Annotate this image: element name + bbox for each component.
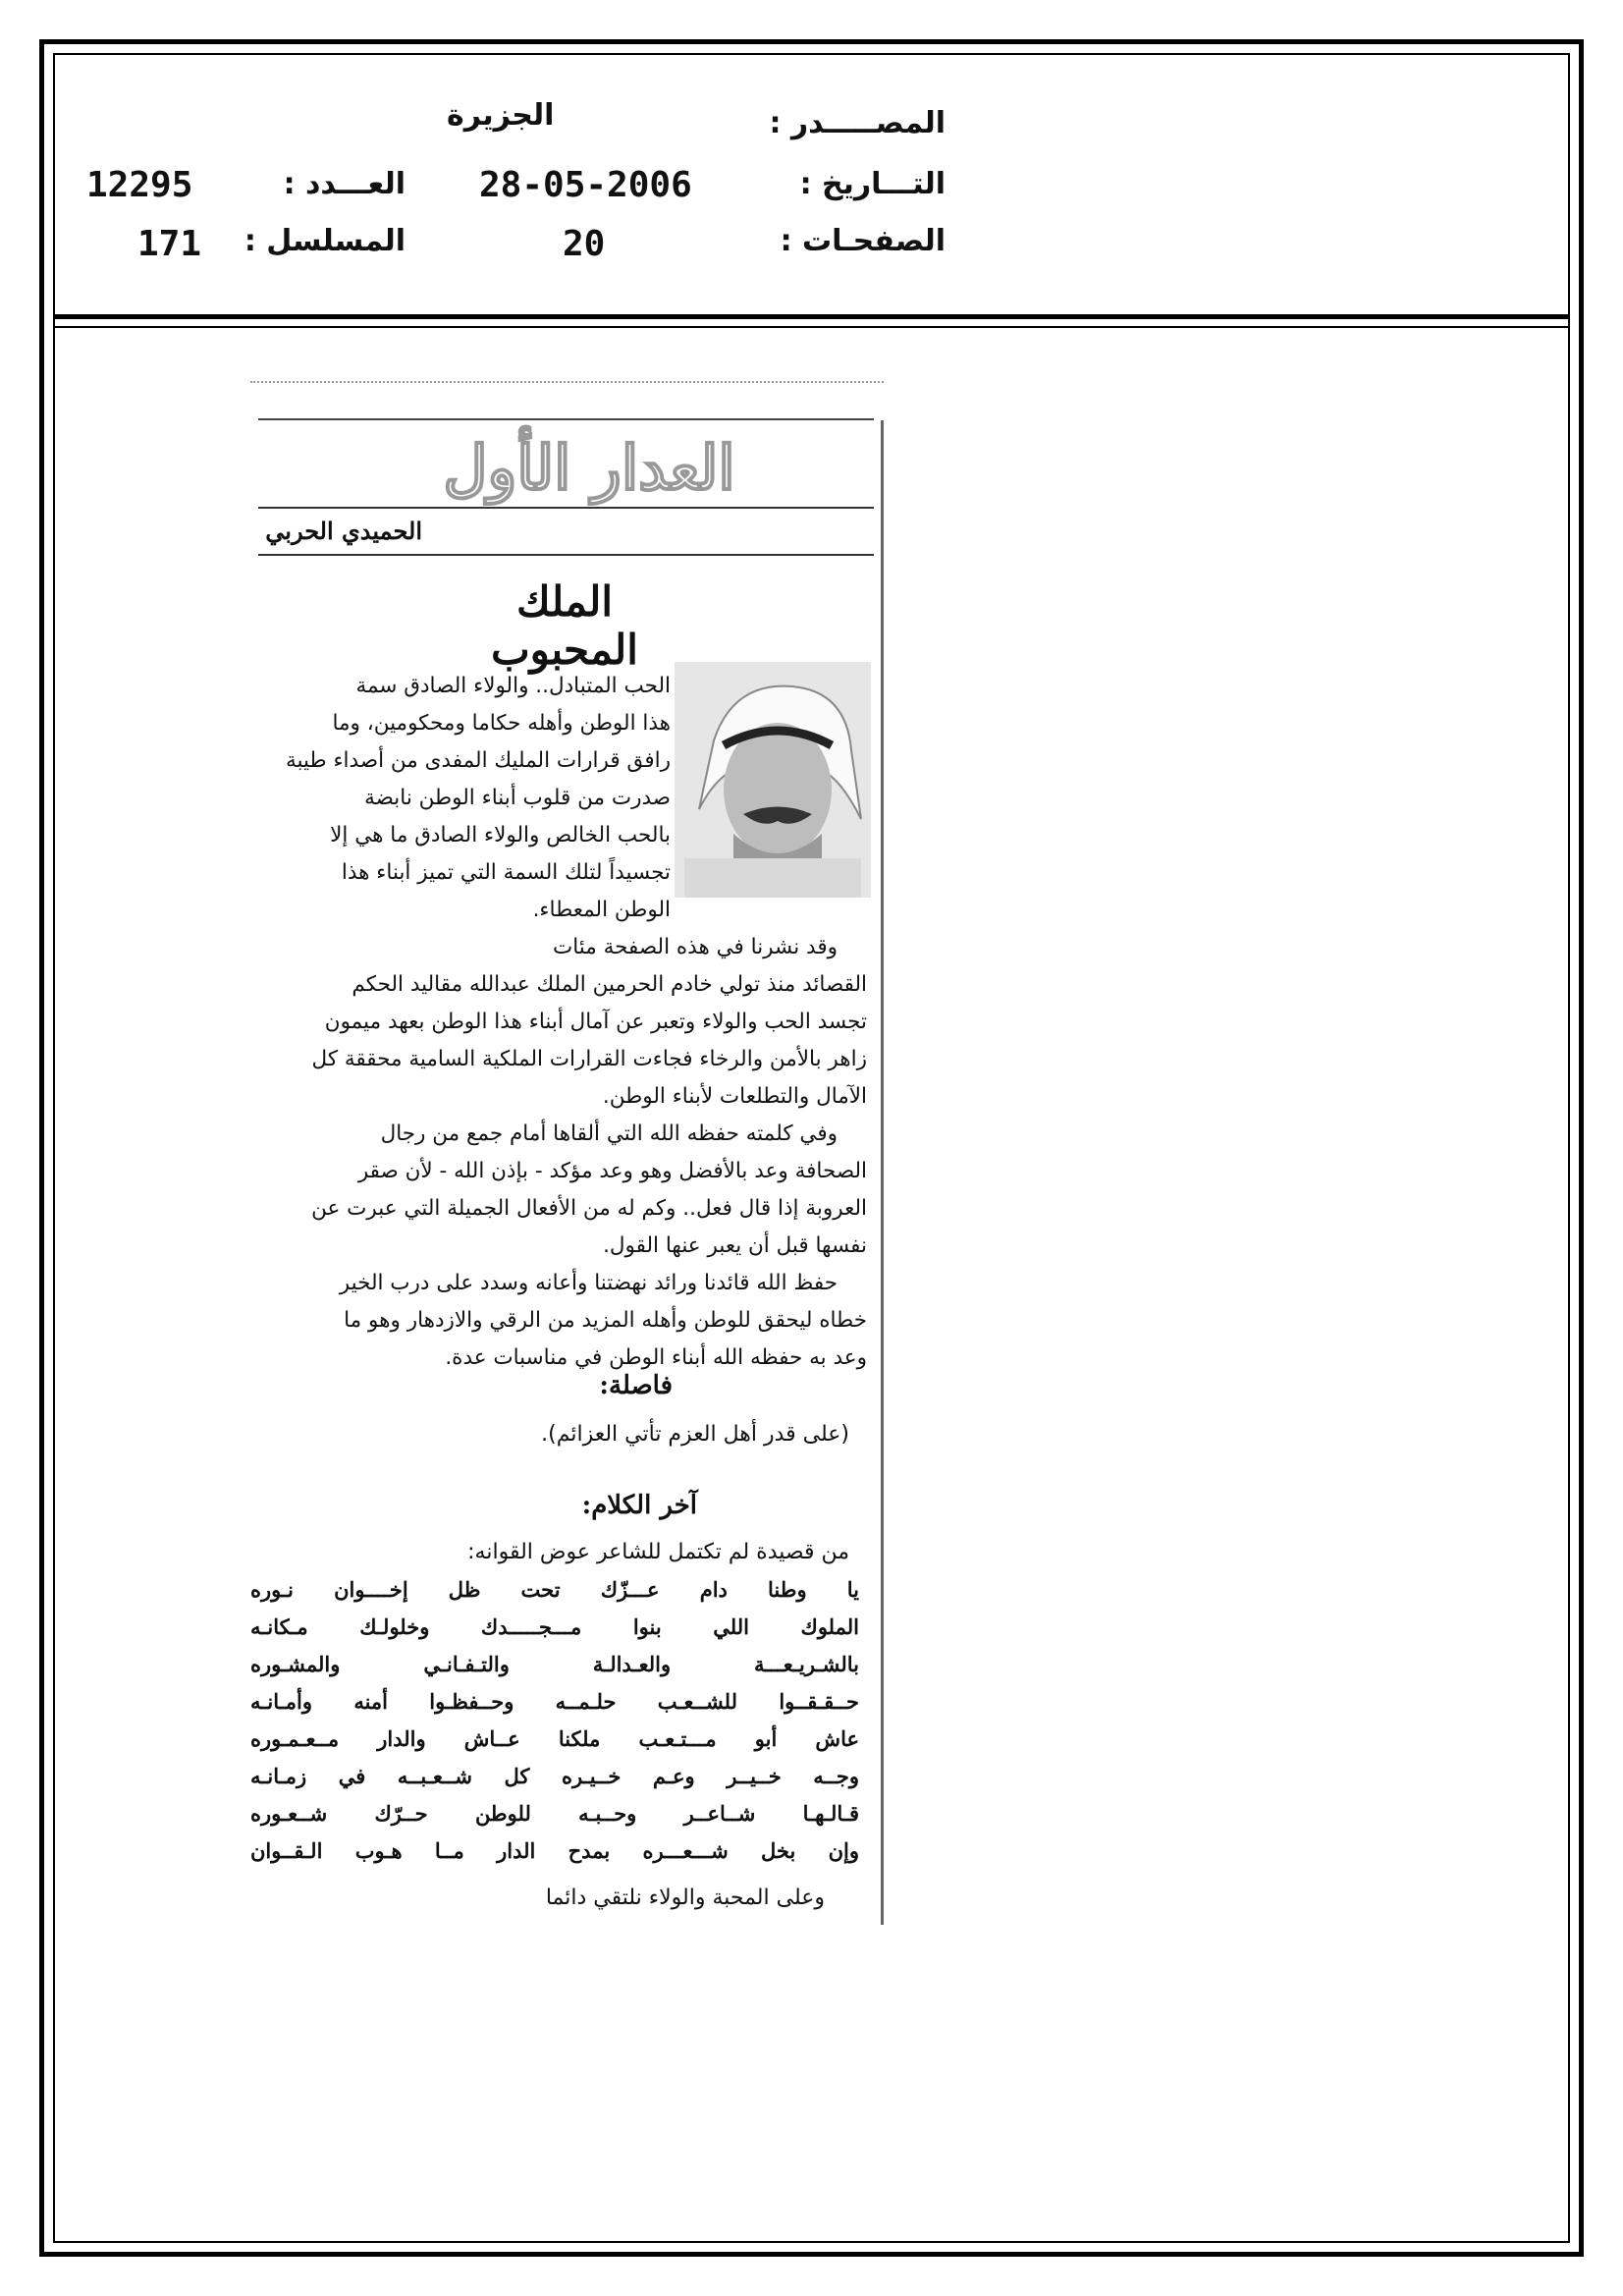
column-title: العدار الأول [443, 432, 735, 504]
byline [258, 513, 874, 556]
header-separator [53, 314, 1570, 328]
body-line: القصائد منذ تولي خادم الحرمين الملك عبدالله مقاليد الحكم [352, 972, 867, 997]
body-line: تجسد الحب والولاء وتعبر عن آمال أبناء هذا الوطن بعهد ميمون [324, 1010, 867, 1034]
poem-line: حــقـقــوا للشــعـب حلـمــه وحــفظـوا أمنه وأمـانـه [250, 1689, 859, 1714]
issue-value-wrap [86, 165, 192, 205]
body-line: حفظ الله قائدنا ورائد نهضتنا وأعانه وسدد على درب الخير [339, 1271, 838, 1295]
body-line: وفي كلمته حفظه الله التي ألقاها أمام جمع من رجال [380, 1121, 838, 1146]
body-line: خطاه ليحقق للوطن وأهله المزيد من الرقي والازدهار وهو ما [344, 1308, 867, 1333]
article-title: الملك المحبوب [491, 577, 638, 674]
pages-row [781, 224, 946, 258]
author-photo [675, 662, 871, 898]
date-row [800, 167, 946, 201]
body-line: زاهر بالأمن والرخاء فجاءت القرارات الملكية السامية محققة كل [311, 1047, 867, 1071]
byline-rule-top [258, 507, 874, 509]
source-value-wrap [447, 98, 554, 133]
date-value-wrap [479, 165, 692, 205]
source-row [769, 106, 946, 140]
body-line: العروبة إذا قال فعل.. وكم له من الأفعال الجميلة التي عبرت عن [311, 1196, 867, 1221]
body-line: وعد به حفظه الله أبناء الوطن في مناسبات عدة. [445, 1345, 867, 1370]
poem-line: الملوك اللي بنوا مـــجـــــدك وخلولـك مـكانـه [250, 1614, 859, 1639]
body-line: صدرت من قلوب أبناء الوطن نابضة [364, 786, 671, 810]
body-line: الحب المتبادل.. والولاء الصادق سمة [355, 674, 671, 698]
serial-label: المسلسل : [243, 224, 406, 258]
pages-value-wrap [563, 224, 605, 264]
akhir-heading: آخر الكلام: [581, 1491, 697, 1520]
body-line: هذا الوطن وأهله حكاما ومحكومين، وما [332, 711, 671, 736]
body-line: بالحب الخالص والولاء الصادق ما هي إلا [330, 823, 671, 847]
source-label: المصـــــدر : [769, 106, 946, 140]
issue-row [284, 167, 406, 201]
byline-rule-bottom [258, 554, 874, 556]
fasila-text: (على قدر أهل العزم تأتي العزائم). [541, 1422, 849, 1447]
clip-top-rule [258, 418, 874, 420]
source-value: الجزيرة [447, 98, 555, 133]
closing-line: وعلى المحبة والولاء نلتقي دائما [545, 1886, 825, 1910]
issue-label: العـــدد : [283, 167, 406, 201]
poem-line: قـالـهـا شــاعــر وحــبـه للوطن حــرّك شــعـوره [250, 1801, 859, 1826]
clip-top-dots [250, 381, 884, 403]
main-paragraphs [258, 929, 867, 1377]
poem-line: وجــه خــيــر وعـم خــيـره كل شــعـبــه في زمـانـه [250, 1764, 859, 1788]
clip-right-rule [881, 420, 884, 1925]
body-line: الآمال والتطلعات لأبناء الوطن. [602, 1084, 867, 1109]
issue-value: 12295 [86, 165, 193, 205]
pages-value: 20 [563, 224, 606, 264]
poem-intro: من قصيدة لم تكتمل للشاعر عوض القوانه: [467, 1540, 849, 1564]
serial-value-wrap [137, 224, 201, 264]
body-line: تجسيداً لتلك السمة التي تميز أبناء هذا [341, 860, 671, 885]
poem-line: بالشـريـعـــة والعـدالـة والتـفـانـي والمشـوره [250, 1652, 859, 1676]
pages-label: الصفحـات : [780, 224, 946, 258]
intro-paragraph [258, 668, 671, 929]
date-label: التـــاريخ : [799, 167, 946, 201]
body-line: نفسها قبل أن يعبر عنها القول. [603, 1233, 867, 1258]
body-line: وقد نشرنا في هذه الصفحة مئات [552, 935, 838, 959]
poem-line: عاش أبو مـــتـعـب ملكنا عــاش والدار مــعـمـوره [250, 1726, 859, 1751]
author-name: الحميدي الحربي [265, 517, 422, 545]
serial-value: 171 [137, 224, 202, 264]
body-line: الوطن المعطاء. [532, 898, 671, 922]
body-line: الصحافة وعد بالأفضل وهو وعد مؤكد - بإذن الله - لأن صقر [357, 1159, 867, 1183]
serial-row [244, 224, 406, 258]
fasila-heading: فاصلة: [599, 1371, 673, 1400]
body-line: رافق قرارات المليك المفدى من أصداء طيبة [286, 748, 671, 773]
newspaper-clipping [250, 381, 884, 1925]
date-value: 28-05-2006 [479, 165, 692, 205]
poem-line: يا وطنا دام عـــزّك تحت ظل إخــــوان نـوره [250, 1577, 859, 1602]
poem-line: وإن بخل شـــعـــره بمدح الدار مــا هـوب الـقــوان [250, 1838, 859, 1863]
